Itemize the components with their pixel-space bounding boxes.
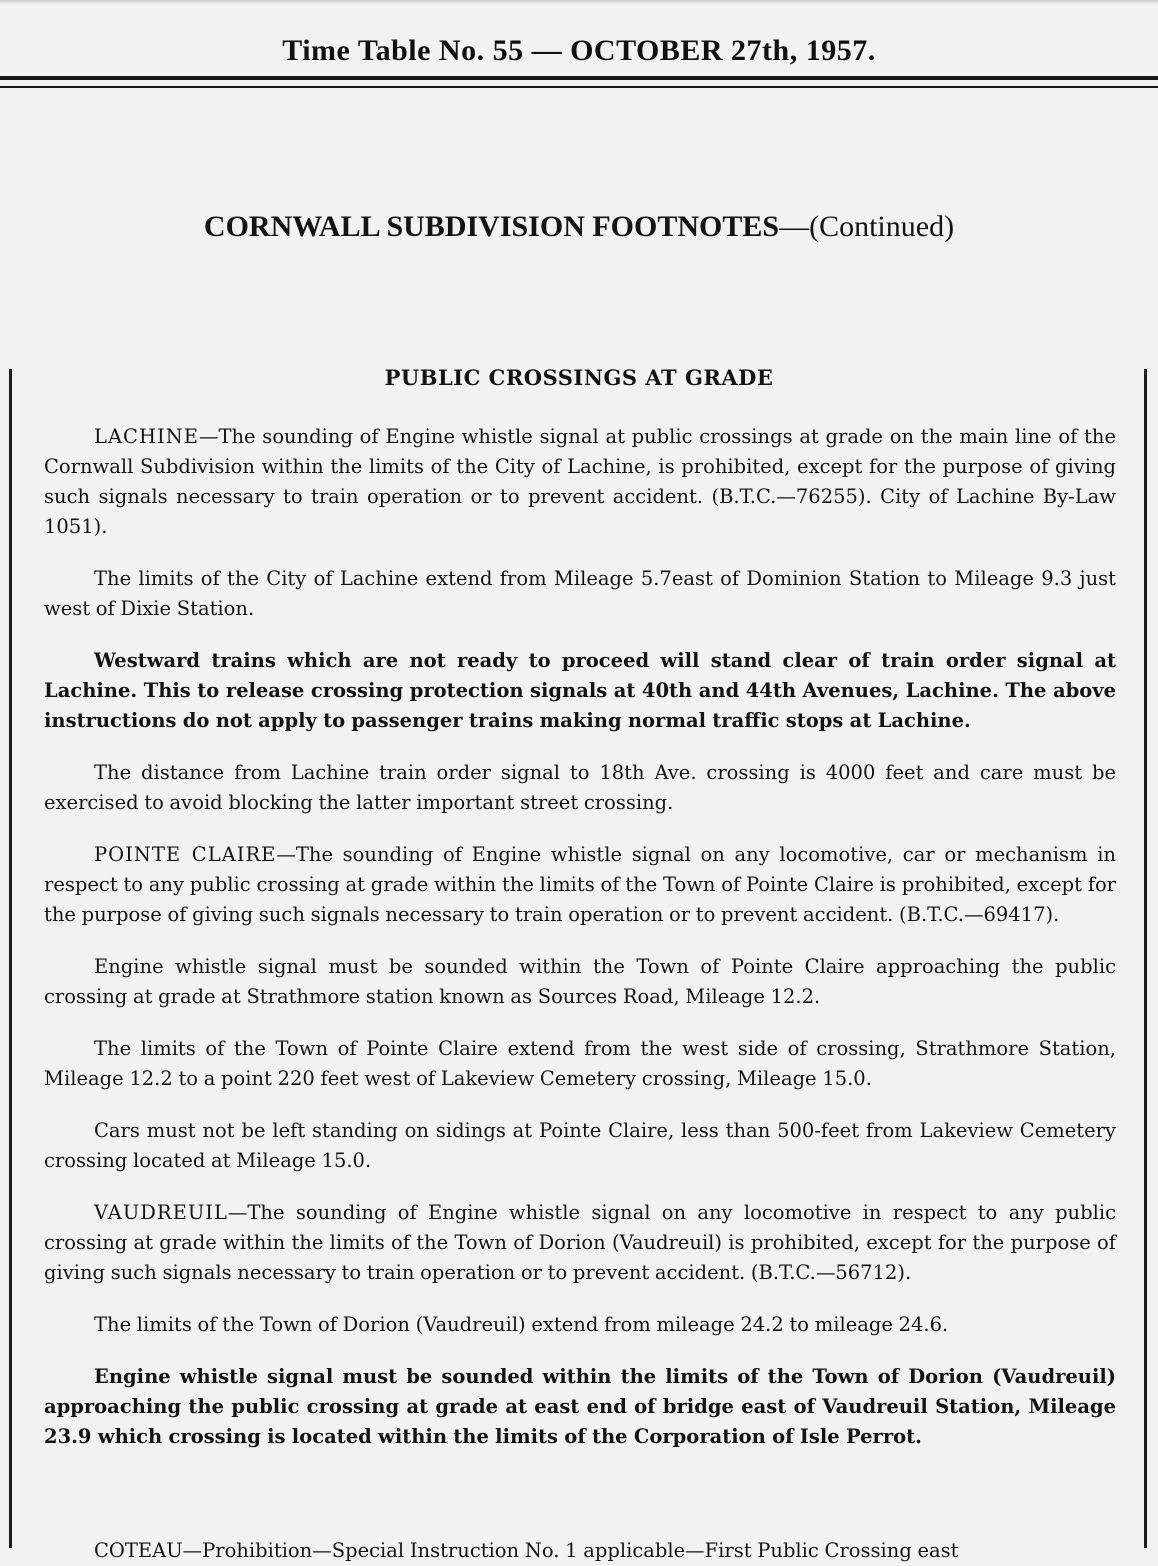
timetable-header: Time Table No. 55 — OCTOBER 27th, 1957. — [282, 34, 876, 67]
paragraph-pointe-claire — [44, 840, 1116, 930]
paragraph-text: —The sounding of Engine whistle signal at public crossings at grade on the main line of the Cornwall Subdivision within the limits of the City of Lachine, is prohibited, except for the purpose of giving such signals necessary to train operation or to prevent accident. (B.T.C.—76255). City of Lachine By-Law 1051). — [44, 425, 1116, 538]
header-rule-thin — [0, 86, 1158, 88]
section-title-main: CORNWALL SUBDIVISION FOOTNOTES — [203, 210, 780, 243]
section-title — [0, 210, 1158, 244]
paragraph-lachine — [44, 422, 1116, 542]
paragraph-pointe-claire-limits: The limits of the Town of Pointe Claire extend from the west side of crossing, Strathmore Station, Mileage 12.2 to a point 220 feet west of Lakeview Cemetery crossing, Mileage 15.0. — [44, 1037, 1116, 1090]
paragraph-text: —The sounding of Engine whistle signal on any locomotive in respect to any public crossing at grade within the limits of the Town of Dorion (Vaudreuil) is prohibited, except for the purpose of giving such signals necessary to train operation or to prevent accident. (B.T.C.—56712). — [44, 1201, 1116, 1284]
paragraph-lachine-limits: The limits of the City of Lachine extend from Mileage 5.7east of Dominion Station to Mileage 9.3 just west of Dixie Station. — [44, 567, 1116, 620]
paragraph-coteau-cutoff: COTEAU—Prohibition—Special Instruction No. 1 applicable—First Public Crossing east — [94, 1539, 959, 1562]
paragraph-dorion-whistle: Engine whistle signal must be sounded within the limits of the Town of Dorion (Vaudreuil) approaching the public crossing at grade at east end of bridge east of Vaudreuil Station, Mileage 23.9 which crossing is located within the limits of the Corporation of Isle Perrot. — [44, 1365, 1116, 1448]
box-border-right — [1144, 369, 1147, 1548]
section-title-suffix: —(Continued) — [779, 210, 955, 243]
cutoff-paragraph-container — [44, 1536, 1116, 1562]
place-name-pointe-claire: POINTE CLAIRE — [94, 843, 277, 866]
page-top-edge — [0, 0, 1158, 4]
paragraph-vaudreuil — [44, 1198, 1116, 1288]
paragraph-text: —The sounding of Engine whistle signal on any locomotive, car or mechanism in respect to any public crossing at grade within the limits of the Town of Pointe Claire is prohibited, except for the purpose of giving such signals necessary to train operation or to prevent accident. (B.T.C.—69417). — [44, 843, 1116, 926]
paragraph-distance: The distance from Lachine train order signal to 18th Ave. crossing is 4000 feet and care must be exercised to avoid blocking the latter important street crossing. — [44, 761, 1116, 814]
public-crossings-heading: PUBLIC CROSSINGS AT GRADE — [384, 365, 774, 390]
box-border-left — [9, 369, 12, 1548]
place-name-lachine: LACHINE — [94, 425, 199, 448]
paragraph-westward-trains: Westward trains which are not ready to proceed will stand clear of train order signal at Lachine. This to release crossing protection signals at 40th and 44th Avenues, Lachine. The above instructions do not apply to passenger trains making normal traffic stops at Lachine. — [44, 649, 1116, 732]
place-name-vaudreuil: VAUDREUIL — [94, 1201, 228, 1224]
footnotes-body — [44, 422, 1116, 1474]
paragraph-cars-standing: Cars must not be left standing on sidings at Pointe Claire, less than 500-feet from Lakeview Cemetery crossing located at Mileage 15.0. — [44, 1119, 1116, 1172]
paragraph-strathmore: Engine whistle signal must be sounded within the Town of Pointe Claire approaching the public crossing at grade at Strathmore station known as Sources Road, Mileage 12.2. — [44, 955, 1116, 1008]
header-rule-thick — [0, 76, 1158, 80]
paragraph-dorion-limits: The limits of the Town of Dorion (Vaudreuil) extend from mileage 24.2 to mileage 24.6. — [94, 1313, 949, 1336]
